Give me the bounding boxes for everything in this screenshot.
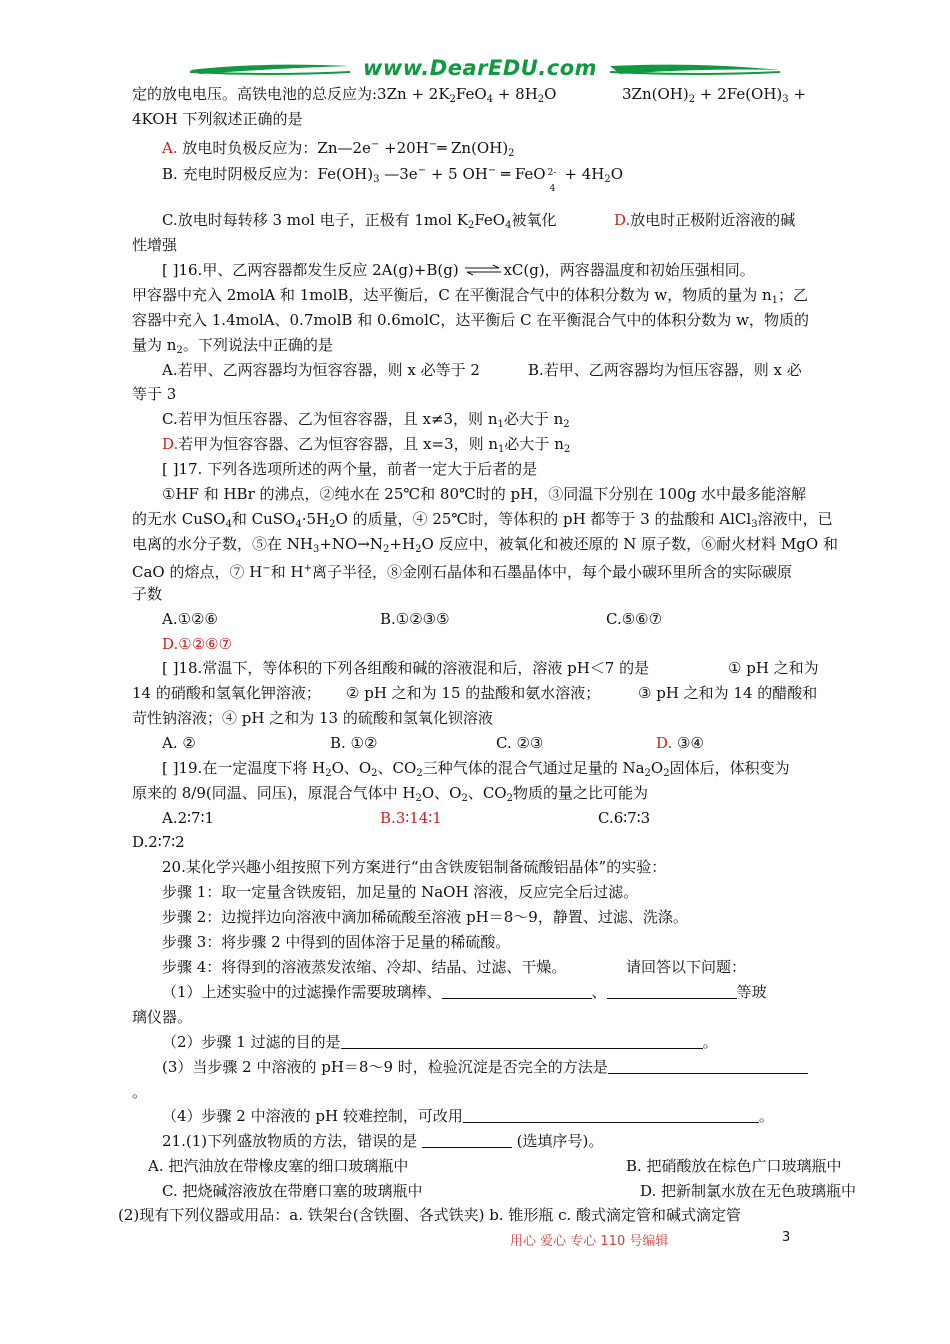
q20-line-1: 20.某化学兴趣小组按照下列方案进行“由含铁废铝制备硫酸铝晶体”的实验： (162, 858, 667, 876)
q21-line-1: 21.(1)下列盛放物质的方法，错误的是 (选填序号)。 (162, 1132, 604, 1150)
q19-line-2: 原来的 8/9(同温、同压)，原混合气体中 $H_2O$、$O_2$、$CO_2$物质的量之比可能为 (132, 784, 648, 804)
q18-option-a: A. ② (162, 734, 196, 752)
q21-option-a: A. 把汽油放在带橡皮塞的细口玻璃瓶中 (148, 1157, 409, 1175)
q17-line-2: ①HF 和 HBr 的沸点，②纯水在 25℃和 80℃时的 pH，③同温下分别在 100g 水中最多能溶解 (162, 485, 807, 503)
q20-part-1: （1）上述实验中的过滤操作需要玻璃棒、 、 等玻 (162, 983, 767, 1001)
answer-blank[interactable] (463, 1108, 759, 1123)
q20-part-1-cont: 璃仪器。 (132, 1008, 193, 1026)
q17-option-b: B.①②③⑤ (380, 610, 450, 628)
q20-step-1: 步骤 1：取一定量含铁废铝，加足量的 NaOH 溶液，反应完全后过滤。 (162, 883, 639, 901)
q15-line-1: 定的放电电压。高铁电池的总反应为:3Zn + $2K_2FeO_4 + 8H_2O$ (132, 85, 557, 105)
q17-option-c: C.⑤⑥⑦ (606, 610, 663, 628)
q20-step-2: 步骤 2：边搅拌边向溶液中滴加稀硫酸至溶液 pH＝8～9，静置、过滤、洗涤。 (162, 908, 688, 926)
answer-blank[interactable] (442, 984, 592, 999)
q15-line-last: 性增强 (132, 236, 178, 254)
q16-option-d: D.若甲为恒容容器、乙为恒容容器，且 x=3，则 $n_1$必大于 $n_2$ (162, 435, 571, 455)
q16-option-c: C.若甲为恒压容器、乙为恒容容器，且 x≠3，则 $n_1$必大于 $n_2$ (162, 410, 570, 430)
q15-line-1-right: $3Zn(OH)_2 + 2Fe(OH)_3$ + (622, 85, 807, 105)
q19-option-a: A.2∶7∶1 (162, 809, 215, 827)
q17-line-6: 子数 (132, 585, 163, 603)
q15-option-b: B. 充电时阴极反应为：$Fe(OH)_3$ —3e− + 5 OH− ═ FeO 2- 4 + $4H_2O$ (162, 165, 624, 194)
q19-option-b: B.3∶14∶1 (380, 809, 442, 827)
q21-option-c: C. 把烧碱溶液放在带磨口塞的玻璃瓶中 (162, 1182, 423, 1200)
q16-line-2: 甲容器中充入 2molA 和 1molB，达平衡后，C 在平衡混合气中的体积分数为 w，物质的量为 $n_1$；乙 (132, 286, 809, 306)
q21-option-d: D. 把新制氯水放在无色玻璃瓶中 (640, 1182, 857, 1200)
q18-option-b: B. ①② (330, 734, 378, 752)
q20-step-4: 步骤 4：将得到的溶液蒸发浓缩、冷却、结晶、过滤、干燥。 (162, 958, 567, 976)
q20-part-2: （2）步骤 1 过滤的目的是 。 (162, 1033, 718, 1051)
q18-option-d: D. ③④ (656, 734, 704, 752)
q18-line-2b: ② pH 之和为 15 的盐酸和氨水溶液； (346, 684, 601, 702)
equilibrium-arrow-icon (463, 262, 503, 276)
q20-part-4: （4）步骤 2 中溶液的 pH 较难控制，可改用 。 (162, 1107, 774, 1125)
q17-line-4: 电离的水分子数，⑤在 $NH_3+NO\to N_2+H_2O$ 反应中，被氧化和被还原的 N 原子数，⑥耐火材料 MgO 和 (132, 535, 838, 555)
q18-line-2a: 14 的硝酸和氢氧化钾溶液； (132, 684, 321, 702)
q16-option-b: B.若甲、乙两容器均为恒压容器，则 x 必 (528, 361, 802, 379)
q21-option-b: B. 把硝酸放在棕色广口玻璃瓶中 (626, 1157, 842, 1175)
q17-option-d: D.①②⑥⑦ (162, 635, 233, 653)
answer-blank[interactable] (341, 1034, 703, 1049)
q15-option-c: C.放电时每转移 3 mol 电子，正极有 1mol $K_2FeO_4$被氧化 (162, 211, 557, 231)
q19-option-d: D.2∶7∶2 (132, 833, 185, 851)
q20-prompt: 请回答以下问题： (626, 958, 747, 976)
page-header (180, 54, 880, 88)
q16-option-b-cont: 等于 3 (132, 385, 177, 403)
answer-blank[interactable] (422, 1133, 512, 1148)
q19-line-1: [ ]19.在一定温度下将 $H_2O$、$O_2$、$CO_2$三种气体的混合气通过足量的 $Na_2O_2$固体后，体积变为 (162, 759, 790, 779)
q18-option-c: C. ②③ (496, 734, 544, 752)
q17-line-5: CaO 的熔点，⑦ H−和 H+离子半径，⑧金刚石晶体和石墨晶体中，每个最小碳环里所含的实际碳原 (132, 563, 792, 581)
q16-line-1: [ ]16.甲、乙两容器都发生反应 2A(g)+B(g) xC(g)，两容器温度和初始压强相同。 (162, 261, 755, 279)
q16-line-3: 容器中充入 1.4molA、0.7molB 和 0.6molC，达平衡后 C 在平衡混合气中的体积分数为 w，物质的 (132, 311, 809, 329)
q20-step-3: 步骤 3：将步骤 2 中得到的固体溶于足量的稀硫酸。 (162, 933, 511, 951)
q20-part-3-end: 。 (132, 1083, 148, 1101)
q17-option-a: A.①②⑥ (162, 610, 218, 628)
answer-blank[interactable] (608, 1059, 808, 1074)
q18-line-3: 苛性钠溶液；④ pH 之和为 13 的硫酸和氢氧化钡溶液 (132, 709, 493, 727)
q21-line-2: (2)现有下列仪器或用品：a. 铁架台(含铁圈、各式铁夹) b. 锥形瓶 c. 酸式滴定管和碱式滴定管 (118, 1206, 742, 1224)
q20-part-3: (3）当步骤 2 中溶液的 pH＝8～9 时，检验沉淀是否完全的方法是 (162, 1057, 808, 1077)
q16-option-a: A.若甲、乙两容器均为恒容容器，则 x 必等于 2 (162, 361, 480, 379)
q17-line-3: 的无水 CuSO$_4$和 $CuSO_4\cdot 5H_2O$ 的质量，④ 25℃时，等体积的 pH 都等于 3 的盐酸和 AlCl$_3$溶液中，已 (132, 510, 833, 530)
footer-text: 用心 爱心 专心 110 号编辑 (510, 1234, 669, 1249)
q15-option-a: A. 放电时负极反应为：Zn—2e− +20H−═ $Zn(OH)_2$ (162, 139, 515, 159)
q16-line-4: 量为 $n_2$。下列说法中正确的是 (132, 336, 333, 356)
q17-line-1: [ ]17. 下列各选项所述的两个量，前者一定大于后者的是 (162, 460, 538, 478)
q19-option-c: C.6∶7∶3 (598, 809, 651, 827)
site-logo-text: www.DearEDU.com (362, 56, 598, 80)
q18-line-2c: ③ pH 之和为 14 的醋酸和 (638, 684, 818, 702)
q18-line-1-right: ① pH 之和为 (728, 659, 819, 677)
q15-line-2: 4KOH 下列叙述正确的是 (132, 110, 303, 128)
q18-line-1: [ ]18.常温下，等体积的下列各组酸和碱的溶液混和后，溶液 pH＜7 的是 (162, 659, 650, 677)
answer-blank[interactable] (607, 984, 737, 999)
q15-option-d: D.放电时正极附近溶液的碱 (614, 211, 796, 229)
page-number: 3 (782, 1230, 791, 1245)
